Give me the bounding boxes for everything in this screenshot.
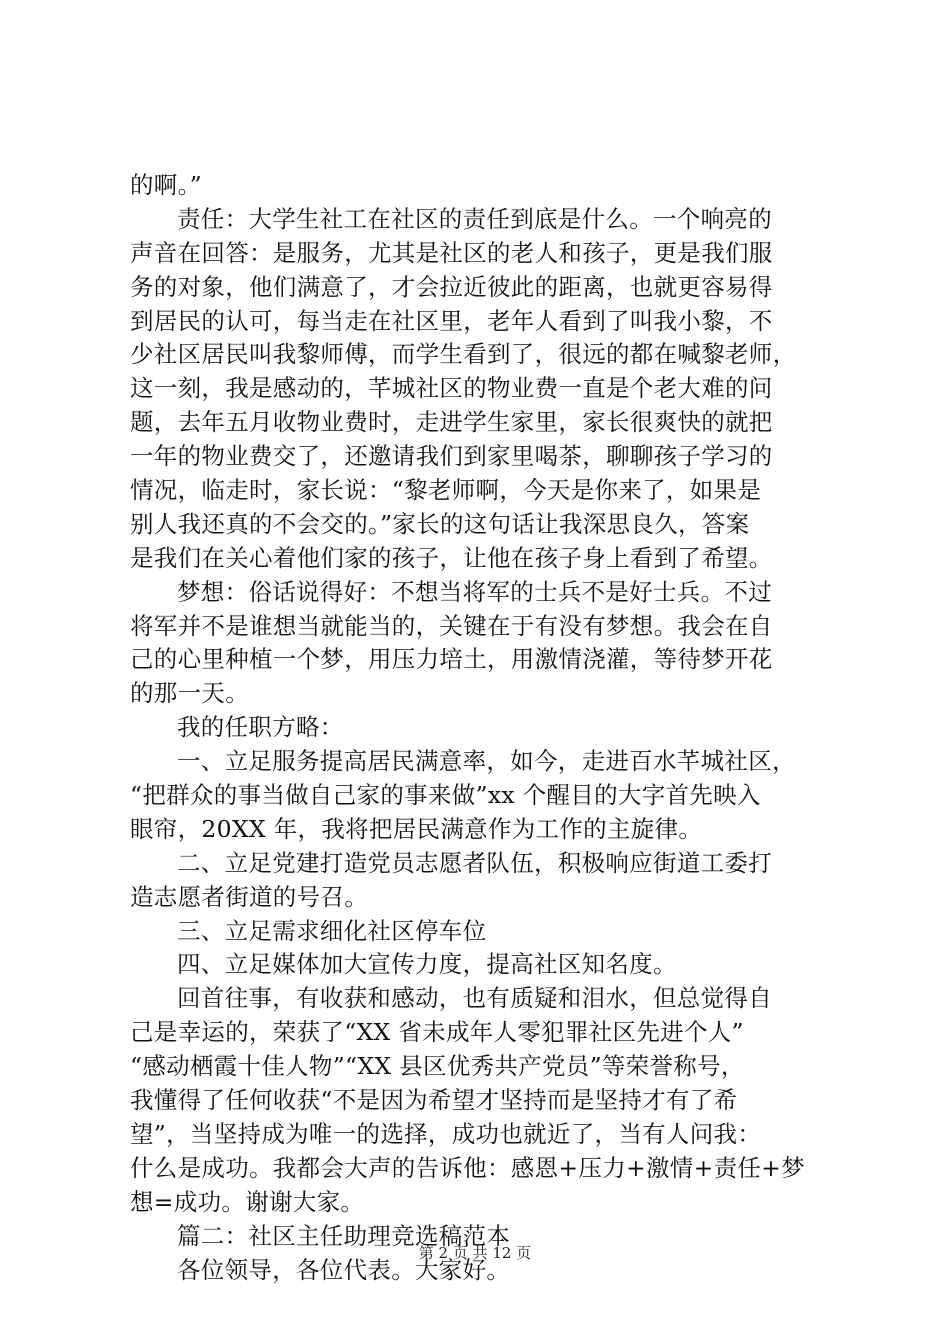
text-line: “感动栖霞十佳人物”“XX 县区优秀共产党员”等荣誉称号，	[130, 1052, 745, 1081]
text-line: 我的任职方略：	[177, 713, 344, 742]
text-line: 的那一天。	[130, 679, 249, 708]
text-line: 我懂得了任何收获“不是因为希望才坚持而是坚持才有了希	[130, 1086, 738, 1115]
text-line: 题，去年五月收物业费时，走进学生家里，家长很爽快的就把	[130, 408, 773, 437]
text-line: 少社区居民叫我黎师傅，而学生看到了，很远的都在喊黎老师，	[130, 340, 797, 369]
text-line: 眼帘，20XX 年，我将把居民满意作为工作的主旋律。	[130, 814, 703, 843]
text-line: 的啊。”	[130, 171, 202, 199]
text-line: 篇二：社区主任助理竞选稿范本	[177, 1221, 511, 1250]
text-line: 各位领导，各位代表。大家好。	[177, 1255, 511, 1284]
text-line: 声音在回答：是服务，尤其是社区的老人和孩子，更是我们服	[130, 238, 773, 267]
text-line: 一年的物业费交了，还邀请我们到家里喝茶，聊聊孩子学习的	[130, 442, 773, 471]
text-line: 三、立足需求细化社区停车位	[177, 916, 487, 945]
text-line: 别人我还真的不会交的。”家长的这句话让我深思良久，答案	[130, 509, 750, 538]
text-line: 务的对象，他们满意了，才会拉近彼此的距离，也就更容易得	[130, 272, 773, 301]
text-line: 二、立足党建打造党员志愿者队伍，积极响应街道工委打	[177, 848, 772, 877]
text-line: 这一刻，我是感动的，芊城社区的物业费一直是个老大难的问	[130, 374, 773, 403]
text-line: 情况，临走时，家长说：“黎老师啊，今天是你来了，如果是	[130, 476, 762, 505]
text-line: 一、立足服务提高居民满意率，如今，走进百水芊城社区，	[177, 747, 796, 776]
document-body	[130, 169, 820, 1287]
page-number-footer: 第 2 页 共 12 页	[418, 1244, 532, 1262]
text-line: 什么是成功。我都会大声的告诉他：感恩+压力+激情+责任+梦	[130, 1153, 805, 1182]
text-line: 想=成功。谢谢大家。	[130, 1187, 365, 1216]
text-line: 到居民的认可，每当走在社区里，老年人看到了叫我小黎，不	[130, 306, 773, 335]
text-line: 将军并不是谁想当就能当的，关键在于有没有梦想。我会在自	[130, 611, 773, 640]
text-line: 责任：大学生社工在社区的责任到底是什么。一个响亮的	[177, 204, 772, 233]
text-line: “把群众的事当做自己家的事来做”xx 个醒目的大字首先映入	[130, 781, 761, 810]
text-line: 己是幸运的，荣获了“XX 省未成年人零犯罪社区先进个人”	[130, 1018, 744, 1047]
text-line: 望”，当坚持成为唯一的选择，成功也就近了，当有人问我：	[130, 1119, 762, 1148]
text-line: 是我们在关心着他们家的孩子，让他在孩子身上看到了希望。	[130, 543, 773, 572]
text-line: 己的心里种植一个梦，用压力培土，用激情浇灌，等待梦开花	[130, 645, 773, 674]
text-line: 回首往事，有收获和感动，也有质疑和泪水，但总觉得自	[177, 984, 772, 1013]
text-line: 梦想：俗话说得好：不想当将军的士兵不是好士兵。不过	[177, 577, 772, 606]
text-line: 造志愿者街道的号召。	[130, 882, 368, 911]
text-line: 四、立足媒体加大宣传力度，提高社区知名度。	[177, 950, 677, 979]
